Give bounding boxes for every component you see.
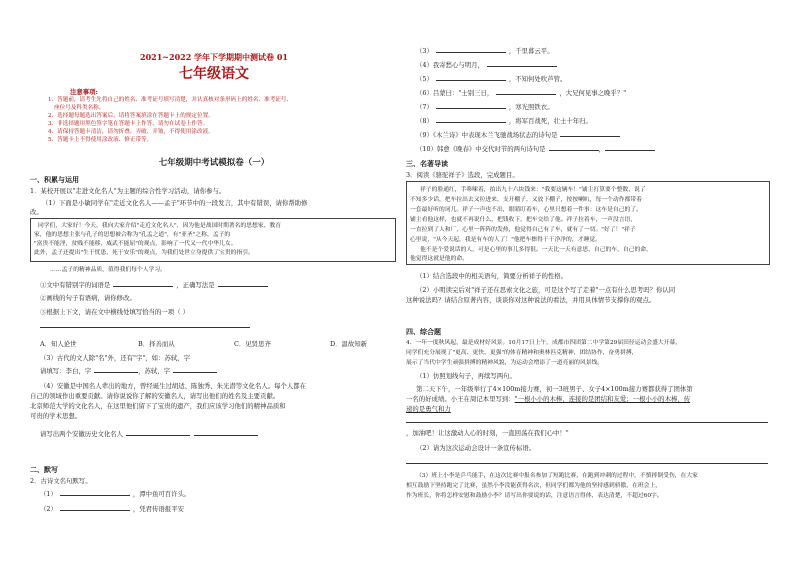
section-heading: 二、默写 (30, 466, 58, 474)
question-4-quote: 递的是勇气和力 (406, 405, 451, 413)
fill-line (406, 458, 768, 466)
question-4-line: 4．一年一度秋风起，最是成材好风景。10月17日上午，成都市四团第二中学第29届田径运动会盛大开幕， (406, 340, 682, 346)
recitation-10: （10）韩愈《晚春》中交代时节的两句诗句是 ， (416, 145, 655, 153)
note-item: 2．选择题每题选出答案后，请将答案填涂在答题卡上的规定位置。 (48, 113, 214, 119)
passage-line: "富贵不能淫，贫贱不能移，威武不能屈"的观点，影响了一代又一代中华儿女。 (34, 241, 237, 247)
recitation-9: （9）《木兰诗》中表现木兰飞驰战场状态的诗句是 (416, 131, 620, 139)
item-5b: 请填写：李白，字 ，苏轼，字 (40, 367, 217, 375)
question-2: 2．古诗文名句默写。 (30, 477, 92, 485)
choice-b: B．择善而从 (138, 340, 175, 348)
recitation-5: （5） ，不知何处吹芦管。 (416, 75, 567, 83)
recitation-7: （7） ，寒光照铁衣。 (416, 103, 554, 111)
item-6d: 可贵的学术思想。 (30, 412, 82, 420)
question-3: 3．阅读《骆驼祥子》选段，完成题目。 (406, 171, 519, 179)
question-4-text2: 一名的好成绩。小王在周记本里写到："一根小小的木棒，连接的是团结和友爱；一根小小的木棒，传 (406, 395, 691, 403)
question-4-3-cont: 相互鼓励下坚持跑完了比赛，虽然小李没能获得名次，但同学们都为他的坚持感到骄傲，在班会上， (406, 483, 662, 489)
item-1: ①文中有错别字的词语是 ，正确写法是 (40, 281, 268, 289)
section-heading: 一、积累与运用 (30, 176, 79, 184)
choice-a: A．知人论世 (40, 340, 77, 348)
item-7: 请写出两个安徽历史文化名人 (40, 430, 258, 438)
item-3: ③根据上下文，请在文中横线处填写恰当的一项（ ） (40, 308, 190, 316)
recitation-6: （6）吕蒙曰："士别三日， ，大兄何见事之晚乎？" (416, 89, 627, 97)
item-4 (40, 322, 250, 330)
paper-title: 七年级期中考试模拟卷（一） (158, 158, 270, 168)
question-3-1: （1）结合选段中的相关语句，简要分析祥子的性格。 (416, 272, 568, 280)
note-item: 3．非选择题用黑色签字笔在答题卡上作答，请勿在试卷上作答。 (48, 121, 209, 127)
excerpt-line: 心里说，"从今天起，我是有车的人了！"他把车擦得干干净净的，才睡觉。 (410, 237, 601, 243)
fill-line (406, 417, 768, 425)
question-1-1-cont: 改。 (30, 208, 43, 216)
excerpt-line: 祥子的脸通红，手哆嗦着，拍出九十六块钱来："我要这辆车！"铺主打算要个整数，说了 (420, 187, 646, 193)
excerpt-line: 他不是个爱说话的人，可是心里的事儿多得很。一天比一天有意思，自己的车，自己的命， (420, 247, 652, 253)
question-4-text: 第二天下午，一年级举行了4×100m接力赛，初一3班男子、女子4×100m接力赛都获得了团体第 (416, 385, 693, 393)
excerpt-line: 一直拉到了人和厂，心里一阵阵的发热，他觉得自己有了车，就有了一切。"好了！"祥子 (410, 227, 636, 233)
question-3-2: （2）小明读完后对"祥子还在思索文化之旅，可是这个写了走着"一点有什么思考吗？你认同 (416, 286, 676, 294)
notes-title: 注意事项: (70, 88, 98, 96)
choice-d: D．温故知新 (330, 340, 368, 348)
note-item: 4．请保持答题卡清洁，请勿折叠、弄破、弄皱，不得使用涂改液。 (48, 129, 214, 135)
note-item: 1．答题前，请考生先将自己的姓名、准考证号填写清楚，并认真核对条形码上的姓名、准考证号、 (48, 97, 293, 103)
excerpt-line: 铺主看他这样，也就不再说什么，把钱收下，把车交给了他。祥子拉着车，一声没言语， (410, 217, 637, 223)
right-column (406, 0, 772, 562)
question-1-1: （1）下面是小敏同学在"走近文化名人——孟子"环节中的一段发言，其中有错误，请你帮助修 (42, 199, 308, 207)
question-4-3-cont: 作为班长，你将怎样安慰和鼓励小李？请写出你要说的话，注意语言得体，表达清楚，不超过60字。 (406, 493, 663, 499)
section-heading: 三、名著导读 (406, 160, 448, 168)
passage-line: 同学们，大家好！今天，我向大家介绍"走近文化名人"，因为他是战国时期著名的思想家、教育 (38, 223, 282, 229)
note-item: 座位号及科类名称。 (54, 105, 105, 111)
item-6: （4）安徽是中国名人辈出的地方，曾经诞生过胡适、陈独秀、朱光潜等文化名人。每个人都在 (40, 382, 307, 390)
recitation-8: （8） ，将军百战死，壮士十年归。 (416, 117, 592, 125)
question-4-tail: ，加油吧！让这激动人心的时刻，一直回荡在我们心中！" (406, 429, 569, 437)
section-heading: 四、综合题 (406, 328, 441, 336)
note-item: 5．答题卡上不得使用涂改液、修正带等。 (48, 137, 153, 143)
question-1-intro: 1．某校开展以"走进文化名人"为主题的综合性学习活动，请你参与。 (30, 187, 226, 195)
choice-c: C．见贤思齐 (234, 340, 271, 348)
passage-line: 此外，孟子还提出"生于忧患，死于安乐"的观点，为我们处世立身提供了宝贵的指引。 (34, 250, 254, 256)
excerpt-line: 一套最好听的词儿。祥子一声也不出，眼睛盯着车，心里只想着一件事：这车是自己的了。 (410, 207, 642, 213)
left-column (30, 0, 398, 562)
recitation-1: （1） ，潭中鱼可百许头。 (40, 490, 191, 498)
item-2: ②画线的句子有语病，请你修改。 (40, 294, 136, 302)
subject-title: 七年级语文 (179, 66, 249, 82)
passage-line: 家，他的思想主张与孔子的思想被合称为"孔孟之道"，有"亚圣"之称，孟子的 (34, 232, 231, 238)
question-4-2: （2）请为这次运动会设计一条宣传标语。 (416, 444, 536, 452)
question-3-2-cont: 这种说法吗？请结合原著内容，谈谈你对这种说法的看法，并用具体情节支撑你的观点。 (406, 296, 656, 304)
item-6b: 自己的领域作出重要贡献。请你说说你了解的安徽名人，请写出他们的姓名及主要贡献。 (30, 392, 280, 400)
item-5: （3）古代的文人除"名"外，还有"字"，如：苏轼，字 (40, 354, 191, 362)
recitation-2: （2） ，凭君传语报平安 (40, 505, 184, 513)
question-4-1: （1）仿照划线句子，再续写两句。 (416, 372, 516, 380)
exam-title: 2021~2022 学年下学期期中测试卷 01 (140, 52, 288, 62)
passage-tail: ……孟子的精神品质，值得我们每个人学习。 (50, 267, 166, 273)
excerpt-line: 他觉得这就是他的命。 (410, 256, 468, 262)
recitation-4: （4）我寄愁心与明月， (416, 61, 557, 69)
excerpt-line: 不知多少话，把车拉出去又拉进来，支开棚子，又放下棚子，按按喇叭，每一个动作都带着 (410, 197, 642, 203)
recitation-3: （3） ，千里暮云平。 (416, 47, 554, 55)
question-4-3: （3）班上小李是乒乓能手，在这次比赛中报名参加了短跑比赛，在跑到冲刺的过程中，不慎摔倒受伤，在大家 (416, 473, 698, 479)
item-6c: 北京师范大学的文化名人，在这里他们留下了宝贵的遗产，我们应该学习他们的精神品质和 (30, 402, 286, 410)
question-4-line: 展示了当代中学生顽强拼搏的精神风貌，为运动会增添了一道亮丽的风景线。 (406, 360, 604, 366)
question-4-line: 同学们充分展现了"更高、更快、更强"的体育精神和奥林匹克精神，团结协作，奋勇拼搏， (406, 350, 638, 356)
